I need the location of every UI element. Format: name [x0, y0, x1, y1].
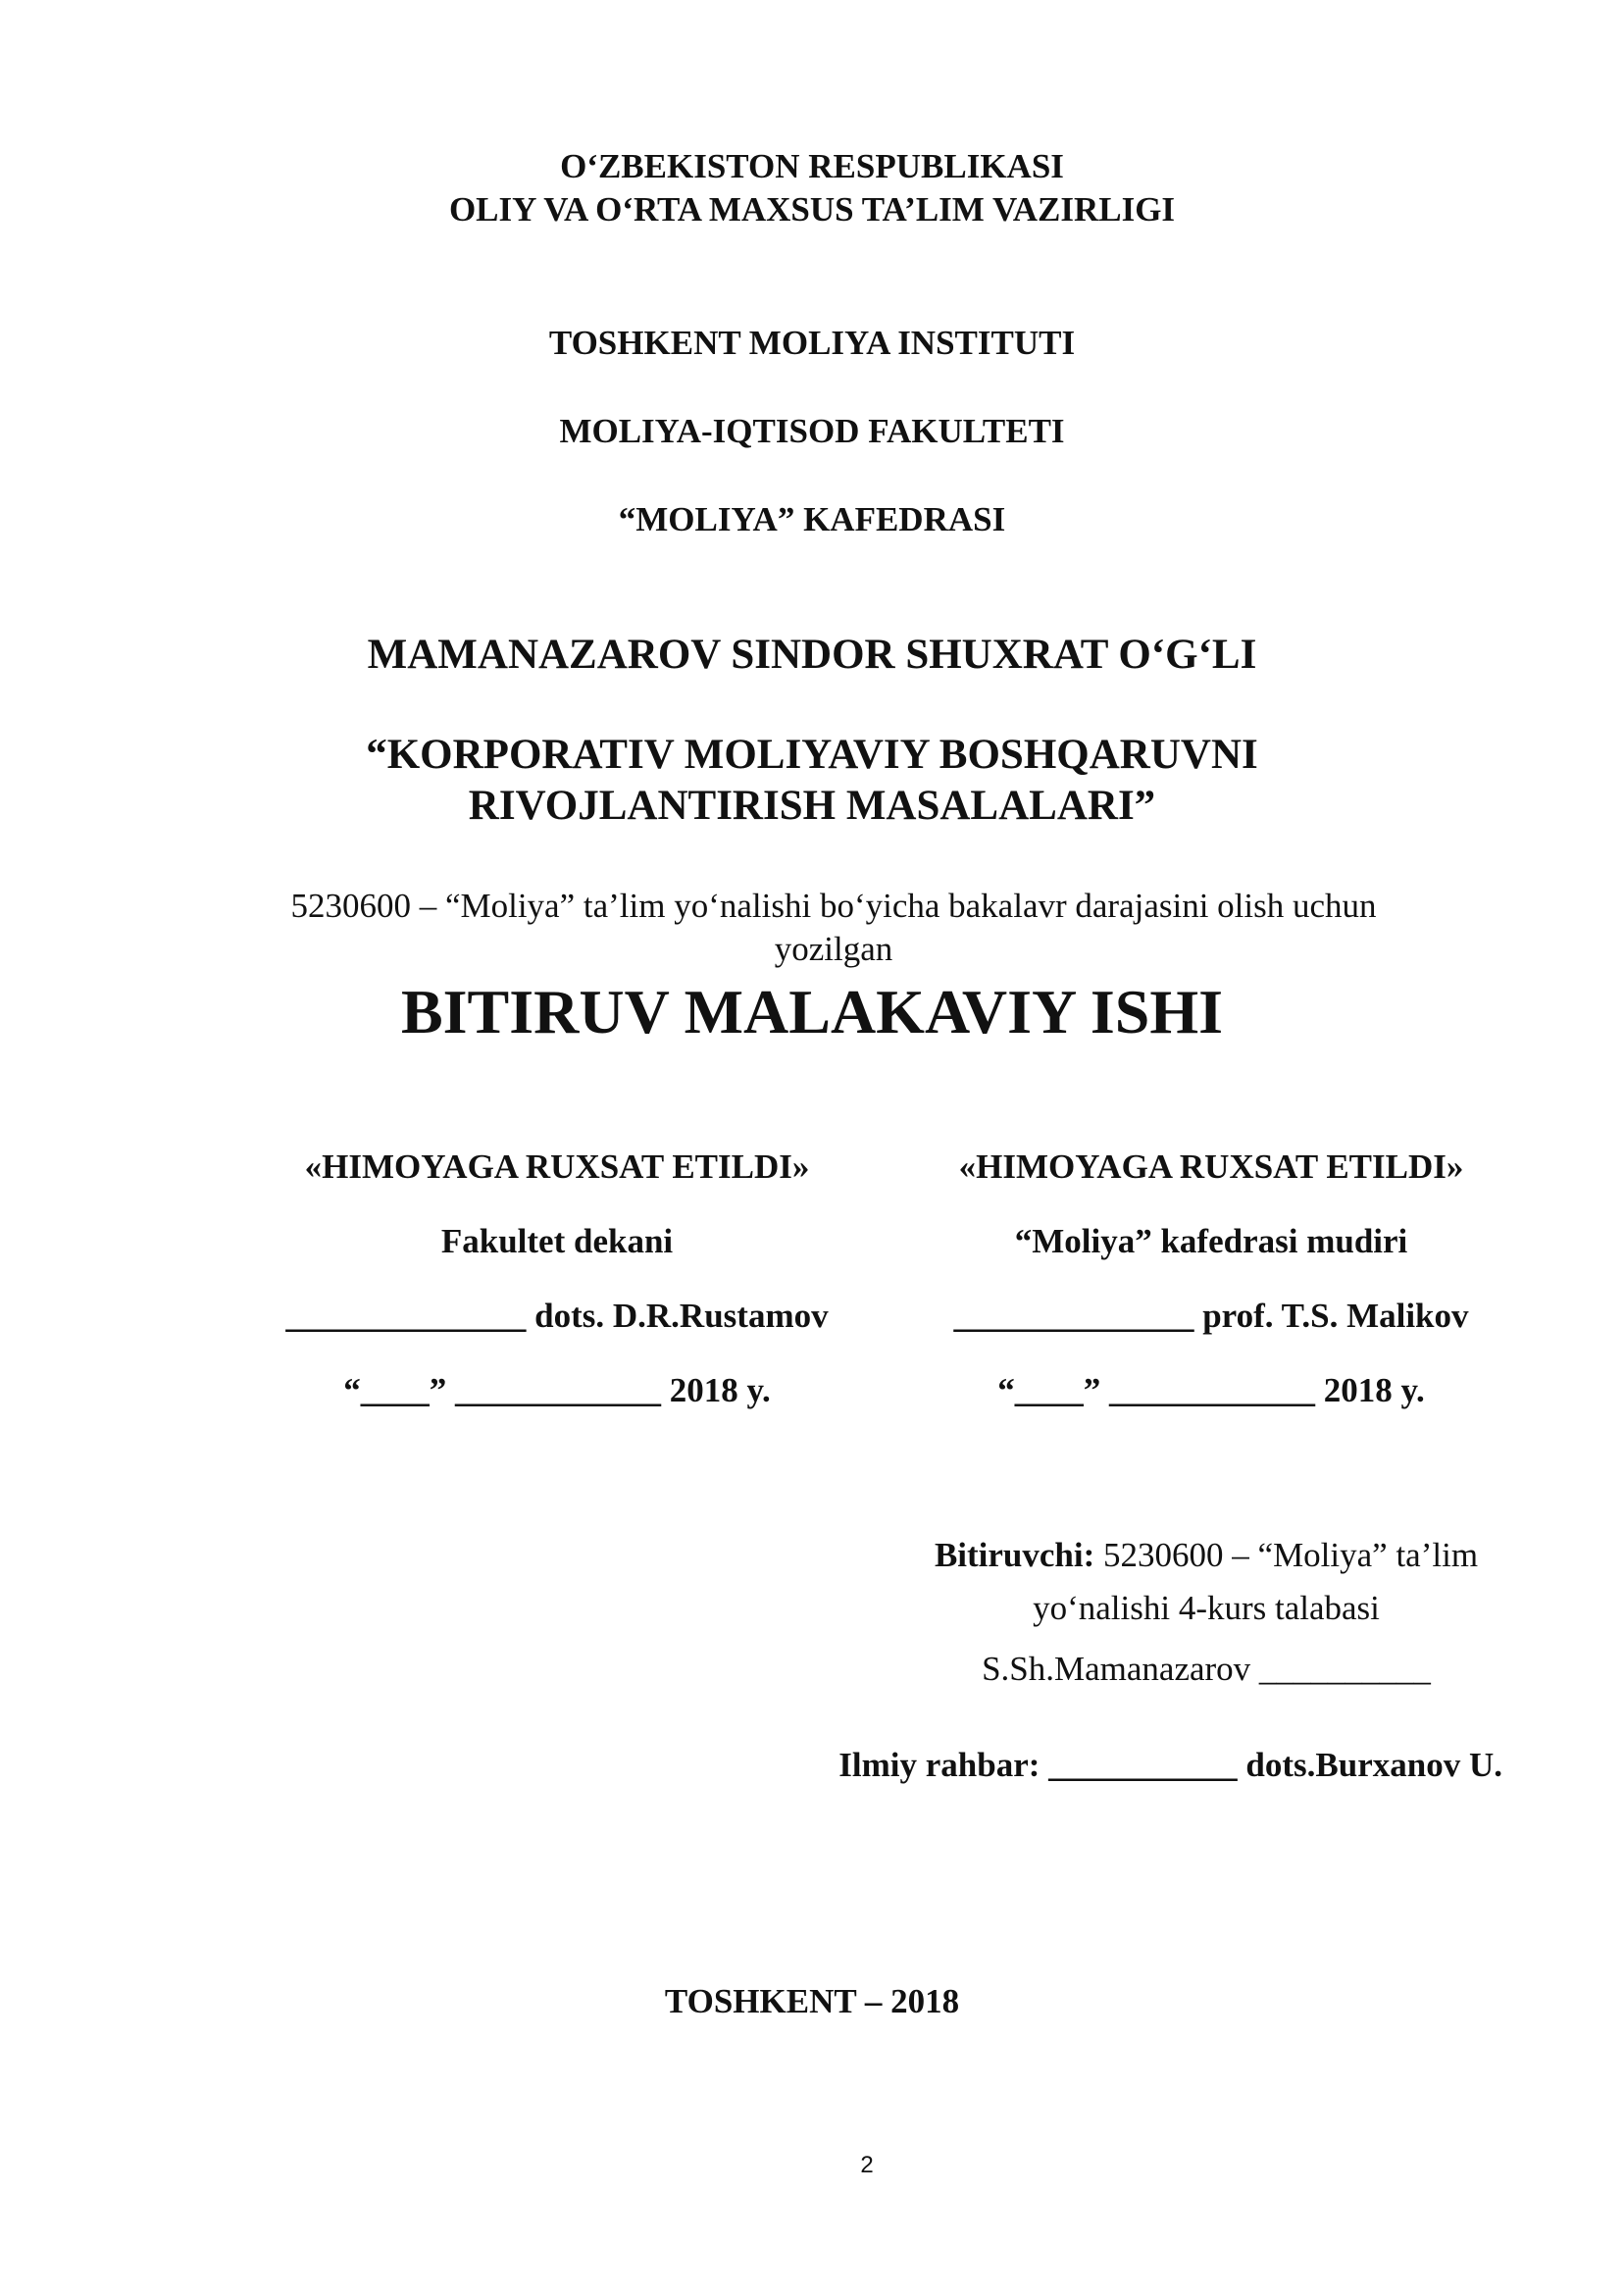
approval-heading: «HIMOYAGA RUXSAT ETILDI»: [958, 1147, 1464, 1186]
approver-signature-line: ______________ dots. D.R.Rustamov: [285, 1297, 829, 1335]
graduate-signature-line: S.Sh.Mamanazarov __________: [982, 1650, 1431, 1688]
ministry-heading: OLIY VA O‘RTA MAXSUS TA’LIM VAZIRLIGI: [448, 190, 1176, 229]
graduate-line2: yo‘nalishi 4-kurs talabasi: [1033, 1589, 1380, 1627]
graduate-label: Bitiruvchi:: [934, 1536, 1095, 1574]
approver-signature-line: ______________ prof. T.S. Malikov: [953, 1297, 1469, 1335]
scientific-advisor-line: Ilmiy rahbar: ___________ dots.Burxanov U.: [838, 1746, 1502, 1784]
author-name: MAMANAZAROV SINDOR SHUXRAT O‘G‘LI: [367, 632, 1257, 678]
graduate-program: 5230600 – “Moliya” ta’lim: [1094, 1536, 1479, 1574]
faculty-heading: MOLIYA-IQTISOD FAKULTETI: [559, 412, 1065, 450]
purpose-line2: yozilgan: [774, 930, 893, 968]
approver-position: “Moliya” kafedrasi mudiri: [1014, 1222, 1408, 1260]
approval-heading: «HIMOYAGA RUXSAT ETILDI»: [304, 1147, 810, 1186]
thesis-topic-line2: RIVOJLANTIRISH MASALALARI”: [468, 783, 1156, 829]
thesis-topic-line1: “KORPORATIV MOLIYAVIY BOSHQARUVNI: [366, 732, 1258, 778]
republic-heading: O‘ZBEKISTON RESPUBLIKASI: [560, 147, 1064, 185]
purpose-line1: 5230600 – “Moliya” ta’lim yo‘nalishi bo‘yicha bakalavr darajasini olish uchun: [290, 887, 1377, 925]
graduate-line1: [863, 1538, 1549, 1572]
work-type-title: BITIRUV MALAKAVIY ISHI: [400, 977, 1224, 1046]
institute-heading: TOSHKENT MOLIYA INSTITUTI: [548, 324, 1076, 362]
approver-position: Fakultet dekani: [440, 1222, 674, 1260]
page-number: 2: [860, 2152, 874, 2178]
approval-date-line: “____” ____________ 2018 y.: [997, 1371, 1425, 1409]
city-year: TOSHKENT – 2018: [664, 1982, 960, 2020]
department-heading: “MOLIYA” KAFEDRASI: [618, 500, 1006, 538]
approval-date-line: “____” ____________ 2018 y.: [343, 1371, 771, 1409]
